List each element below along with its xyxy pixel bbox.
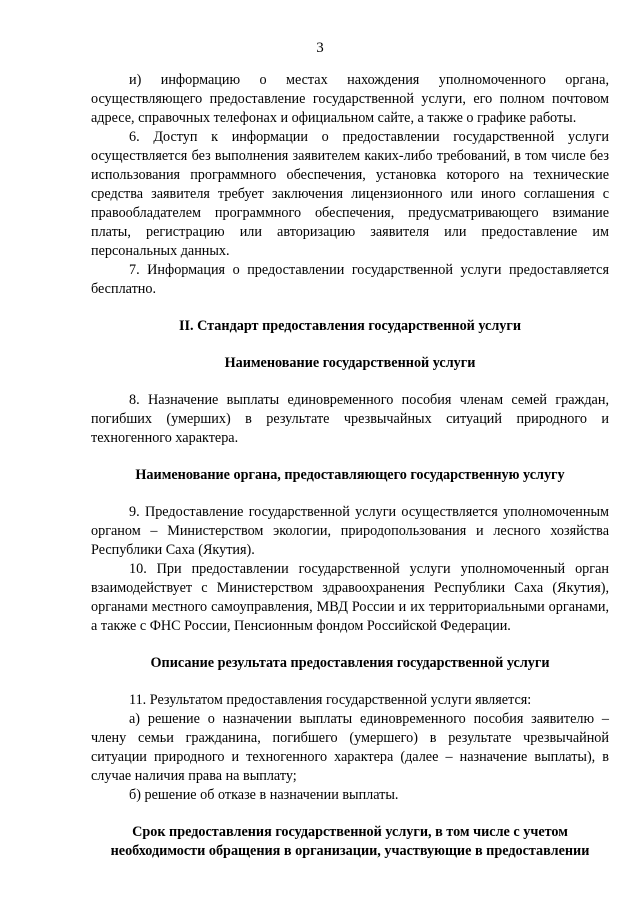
page-content	[91, 71, 609, 861]
section-heading-ii: II. Стандарт предоставления государственной услуги	[178, 318, 522, 334]
paragraph-11a: а) решение о назначении выплаты единовременного пособия заявителю – члену семьи гражданина, погибшего (умершего) в результате чрезвычайной ситуации природного и техногенного характера (далее – назначение выплаты), в случае наличия права на выплату;	[91, 711, 609, 784]
paragraph-8: 8. Назначение выплаты единовременного пособия членам семей граждан, погибших (умерших) в результате чрезвычайных ситуаций природного и техногенного характера.	[91, 392, 609, 446]
paragraph-6: 6. Доступ к информации о предоставлении государственной услуги осуществляется без выполнения заявителем каких-либо требований, в том числе без использования программного обеспечения, установка которого на технические средства заявителя требует заключения лицензионного или иного соглашения с правообладателем программного обеспечения, предусматривающего взимание платы, регистрацию или авторизацию заявителя или предоставление им персональных данных.	[91, 129, 609, 259]
paragraph-11b: б) решение об отказе в назначении выплаты.	[129, 787, 399, 803]
paragraph-item-i: и) информацию о местах нахождения уполномоченного органа, осуществляющего предоставление государственной услуги, его полном почтовом адресе, справочных телефонах и официальном сайте, а также о графике работы.	[91, 72, 609, 126]
heading-term-line-2: необходимости обращения в организации, участвующие в предоставлении	[110, 843, 590, 859]
heading-term-line-1: Срок предоставления государственной услуги, в том числе с учетом	[132, 824, 568, 840]
heading-organ-name: Наименование органа, предоставляющего государственную услугу	[135, 467, 565, 483]
heading-result: Описание результата предоставления государственной услуги	[150, 655, 550, 671]
paragraph-7: 7. Информация о предоставлении государственной услуги предоставляется бесплатно.	[91, 262, 609, 297]
paragraph-10: 10. При предоставлении государственной услуги уполномоченный орган взаимодействует с Министерством здравоохранения Республики Саха (Якутия), органами местного самоуправления, МВД России и их территориальными органами, а также с ФНС России, Пенсионным фондом Российской Федерации.	[91, 561, 609, 634]
paragraph-9: 9. Предоставление государственной услуги осуществляется уполномоченным органом – Министерством экологии, природопользования и лесного хозяйства Республики Саха (Якутия).	[91, 504, 609, 558]
paragraph-11: 11. Результатом предоставления государственной услуги является:	[129, 692, 532, 708]
heading-service-name: Наименование государственной услуги	[224, 355, 476, 371]
page-number: 3	[316, 40, 324, 56]
